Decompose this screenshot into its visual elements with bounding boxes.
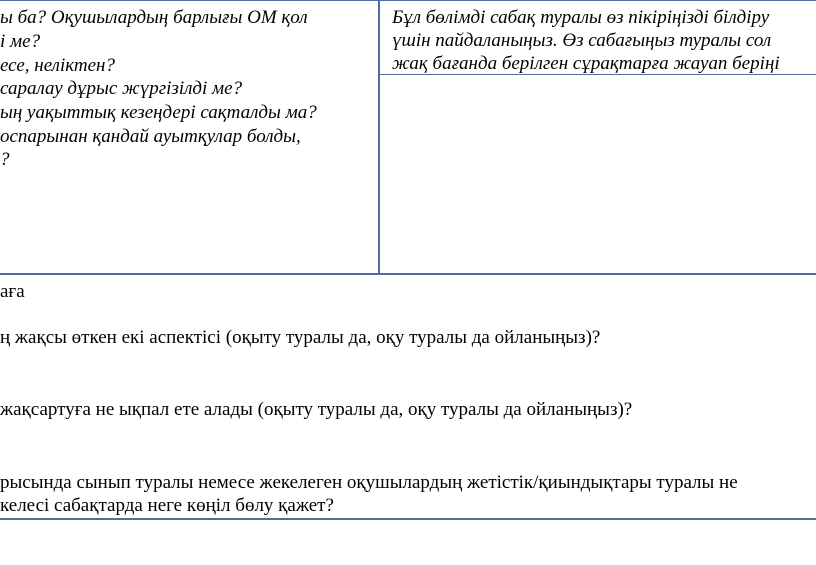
summary-question-1: ң жақсы өткен екі аспектісі (оқыту туралы да, оқу туралы да ойланыңыз)? [0,327,601,348]
right-cell-line: Бұл бөлімді сабақ туралы өз пікіріңізді білдіру [392,7,770,28]
left-cell-line: ы ба? Оқушылардың барлығы ОМ қол [0,7,308,28]
summary-question-3-line-1: рысында сынып туралы немесе жекелеген оқушылардың жетістік/қиындықтары туралы не [0,472,738,493]
left-cell-line: саралау дұрыс жүргізілді ме? [0,78,243,99]
summary-question-3-line-2: келесі сабақтарда неге көңіл бөлу қажет? [0,495,334,516]
summary-row-border [0,273,816,275]
column-divider [378,0,380,274]
table-top-border [0,0,816,1]
left-cell-line: есе, неліктен? [0,55,115,76]
left-cell-line: оспарынан қандай ауытқулар болды, [0,126,301,147]
left-cell-line: і ме? [0,31,41,52]
table-bottom-border [0,518,816,520]
summary-question-2: жақсартуға не ықпал ете алады (оқыту туралы да, оқу туралы да ойланыңыз)? [0,399,633,420]
left-cell-line: ? [0,149,10,170]
summary-heading: аға [0,281,25,302]
left-cell-line: ың уақыттық кезеңдері сақталды ма? [0,102,317,123]
right-cell-line: жақ бағанда берілген сұрақтарға жауап беріңі [392,53,780,74]
right-cell-line: үшін пайдаланыңыз. Өз сабағыңыз туралы сол [392,30,772,51]
